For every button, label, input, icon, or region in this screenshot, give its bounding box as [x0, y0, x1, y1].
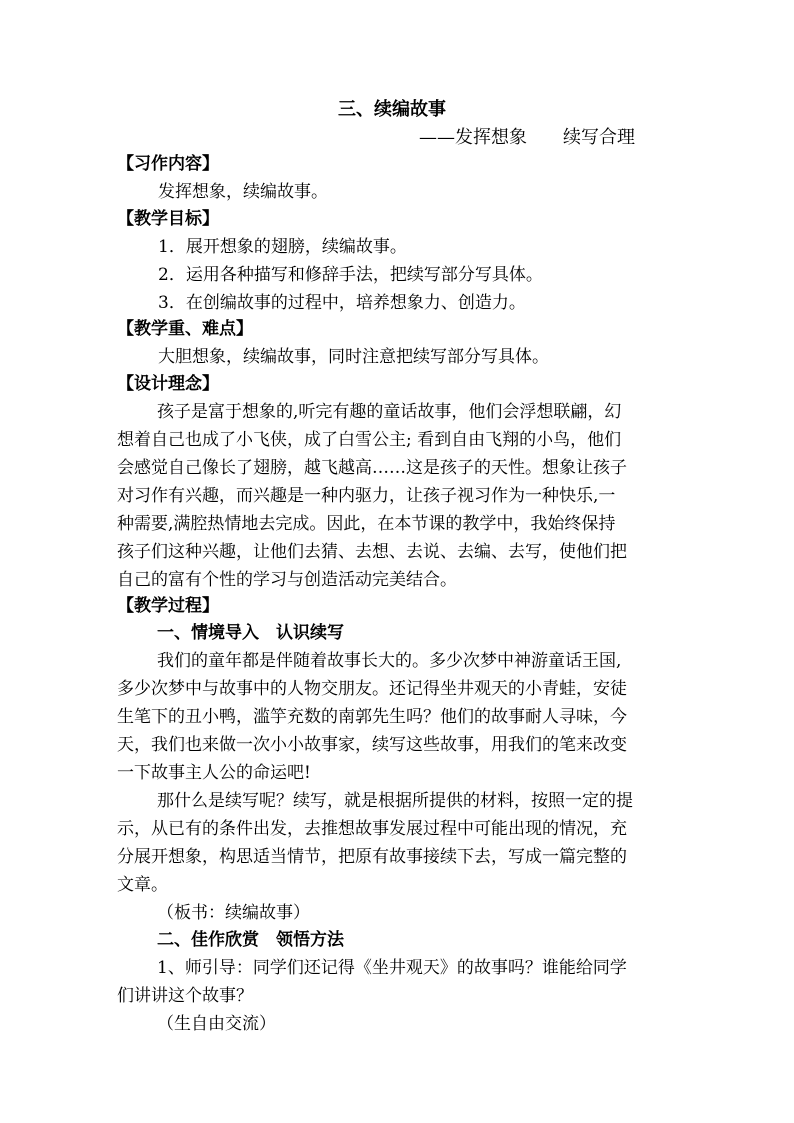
- paragraph-line: 示，从已有的条件出发，去推想故事发展过程中可能出现的情况，充: [117, 819, 627, 839]
- paragraph-line: 对习作有兴趣，而兴趣是一种内驱力，让孩子视习作为一种快乐,一: [117, 486, 616, 506]
- paragraph-line: 会感觉自己像长了翅膀，越飞越高……这是孩子的天性。想象让孩子: [117, 458, 627, 478]
- section-heading-process: 【教学过程】: [117, 596, 219, 616]
- paragraph-line: 生笔下的丑小鸭，滥竽充数的南郭先生吗？他们的故事耐人寻味，今: [117, 707, 627, 727]
- paragraph-line: 文章。: [117, 875, 168, 895]
- paragraph-line: 自己的富有个性的学习与创造活动完美结合。: [117, 570, 457, 590]
- section-heading-design: 【设计理念】: [117, 374, 219, 394]
- section-heading-content: 【习作内容】: [117, 154, 219, 174]
- paragraph-line: 我们的童年都是伴随着故事长大的。多少次梦中神游童话王国,: [157, 651, 622, 671]
- paragraph-line: 多少次梦中与故事中的人物交朋友。还记得坐井观天的小青蛙，安徒: [117, 679, 627, 699]
- paragraph-line: 种需要,满腔热情地去完成。因此，在本节课的教学中，我始终保持: [117, 514, 616, 534]
- paragraph-line: 们讲讲这个故事？: [117, 986, 253, 1006]
- goal-item-2: 2．运用各种描写和修辞手法，把续写部分写具体。: [158, 265, 543, 285]
- goal-item-3: 3．在创编故事的过程中，培养想象力、创造力。: [158, 293, 526, 313]
- paragraph-line: 那什么是续写呢？续写，就是根据所提供的材料，按照一定的提: [157, 791, 633, 811]
- paragraph-line: 1、师引导：同学们还记得《坐井观天》的故事吗？谁能给同学: [157, 958, 627, 978]
- content-text: 发挥想象，续编故事。: [158, 182, 328, 202]
- key-points-text: 大胆想象，续编故事，同时注意把续写部分写具体。: [158, 347, 549, 367]
- paragraph-line: 分展开想象，构思适当情节，把原有故事接续下去，写成一篇完整的: [117, 847, 627, 867]
- paragraph-line: 想着自己也成了小飞侠，成了白雪公主; 看到自由飞翔的小鸟，他们: [117, 430, 622, 450]
- board-note: （板书：续编故事）: [157, 903, 310, 923]
- paragraph-line: 天，我们也来做一次小小故事家，续写这些故事，用我们的笔来改变: [117, 735, 627, 755]
- section-heading-key-points: 【教学重、难点】: [117, 319, 253, 339]
- step-heading-1: 一、情境导入 认识续写: [157, 623, 344, 643]
- document-subtitle: ——发挥想象 续写合理: [419, 127, 635, 148]
- paragraph-line: 孩子们这种兴趣，让他们去猜、去想、去说、去编、去写，使他们把: [117, 542, 627, 562]
- paragraph-line: 一下故事主人公的命运吧!: [117, 763, 311, 783]
- goal-item-1: 1．展开想象的翅膀，续编故事。: [158, 237, 407, 257]
- section-heading-goals: 【教学目标】: [117, 209, 219, 229]
- step-heading-2: 二、佳作欣赏 领悟方法: [157, 930, 344, 950]
- free-discussion-note: （生自由交流）: [157, 1014, 276, 1034]
- paragraph-line: 孩子是富于想象的,听完有趣的童话故事，他们会浮想联翩，幻: [157, 402, 622, 422]
- document-title: 三、续编故事: [338, 99, 446, 120]
